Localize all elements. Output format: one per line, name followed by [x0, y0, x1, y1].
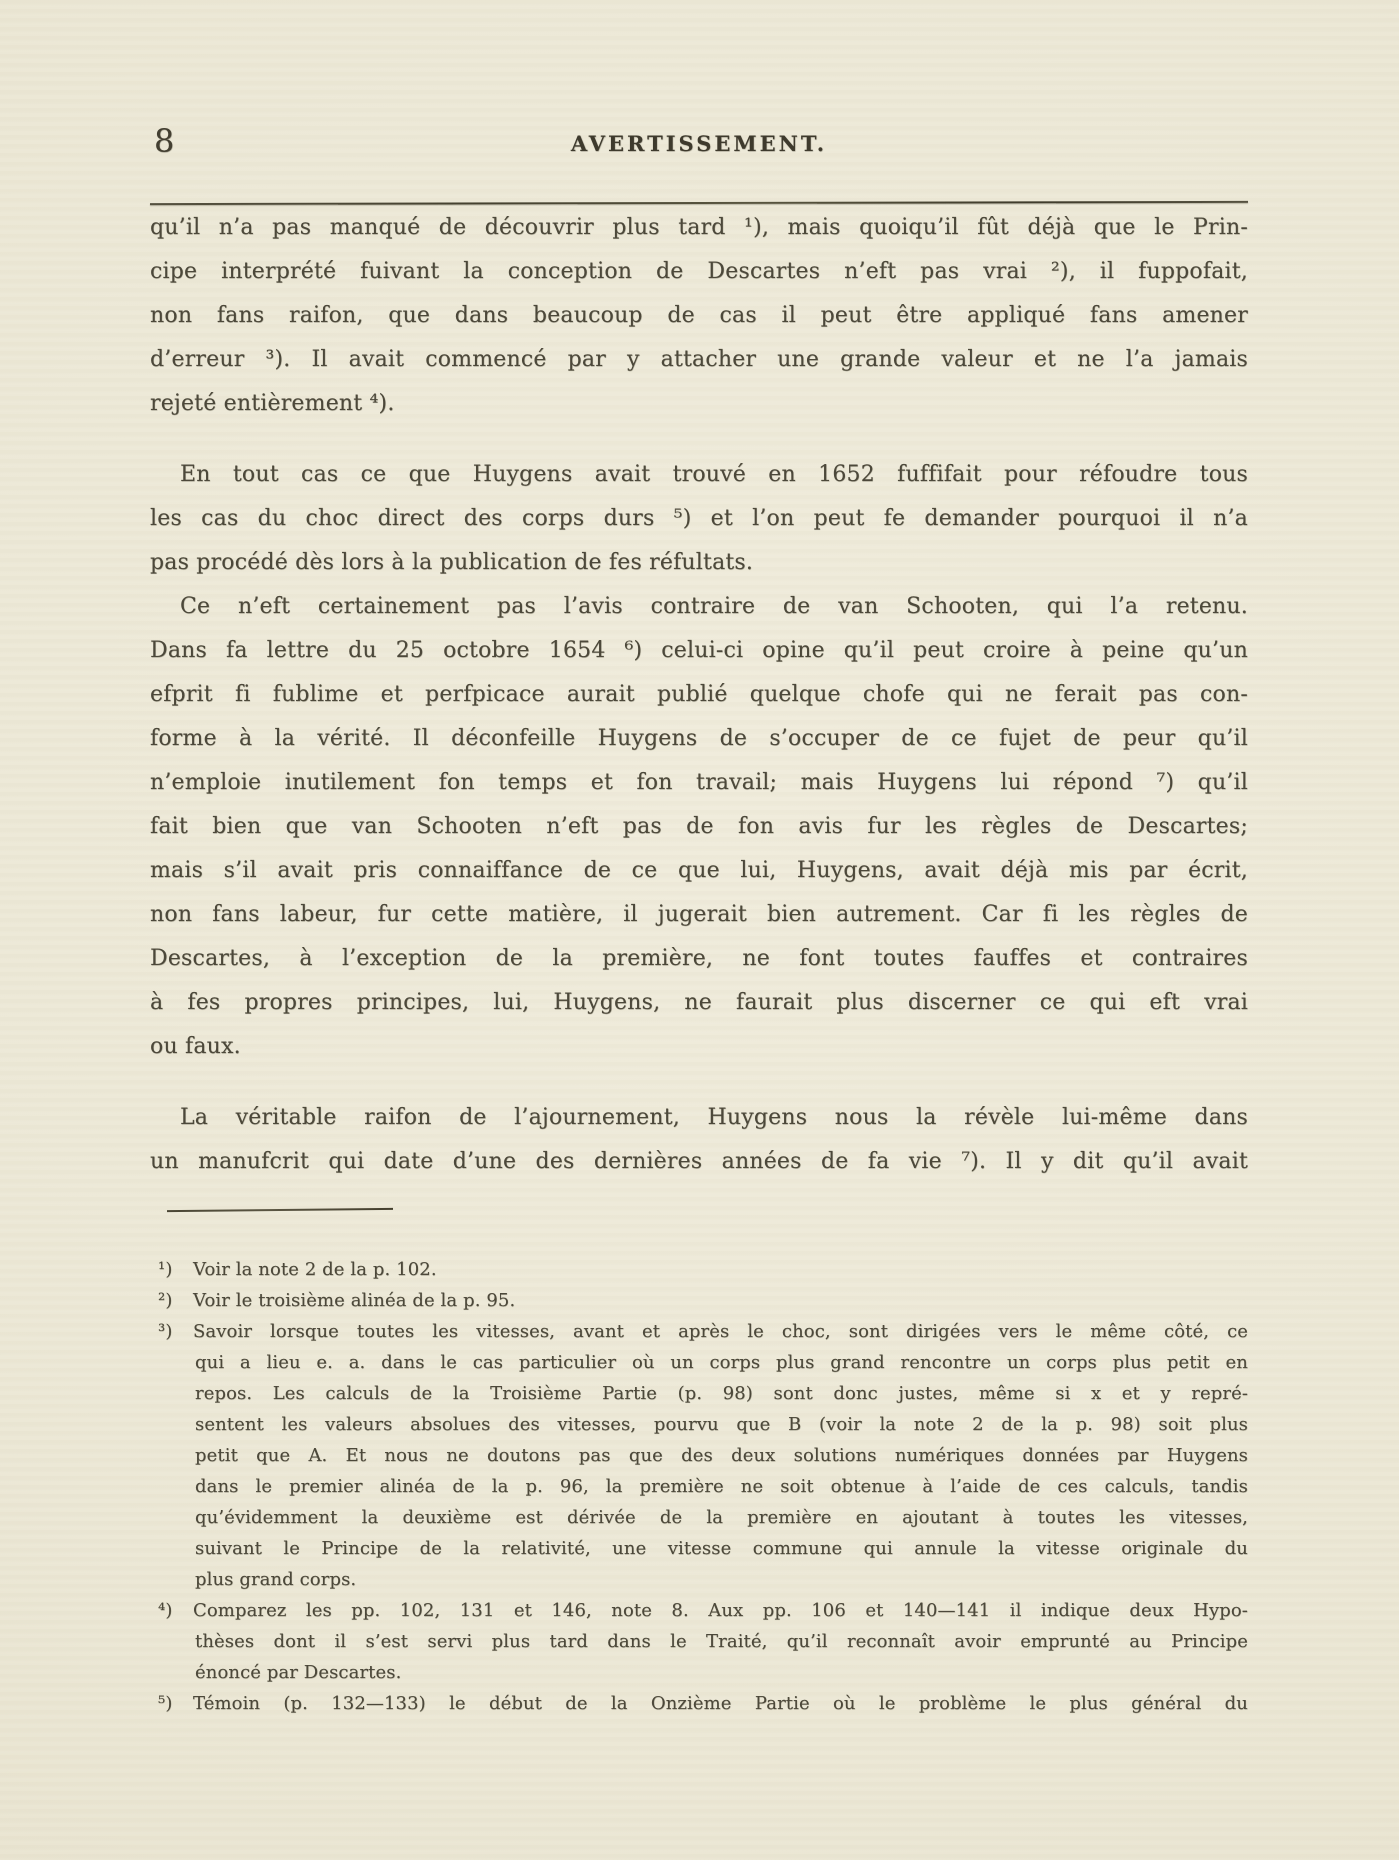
text-line: qu’il n’a pas manqué de découvrir plus tard ¹), mais quoiqu’il fût déjà que le Prin- — [150, 215, 1248, 240]
footnote-text: Voir la note 2 de la p. 102. — [193, 1259, 437, 1280]
footnote-3 — [158, 1316, 1248, 1595]
footnote-line: thèses dont il s’est servi plus tard dans le Traité, qu’il reconnaît avoir emprunté au Principe — [195, 1631, 1248, 1652]
footnote-line: dans le premier alinéa de la p. 96, la première ne soit obtenue à l’aide de ces calculs, tandis — [195, 1476, 1248, 1497]
footnote-text: Comparez les pp. 102, 131 et 146, note 8. Aux pp. 106 et 140—141 il indique deux Hypo- — [193, 1600, 1248, 1621]
footnote-4 — [158, 1595, 1248, 1688]
footnotes — [158, 1254, 1248, 1719]
footnote-marker: ⁴) — [158, 1600, 173, 1621]
footnote-marker: ⁵) — [158, 1693, 173, 1714]
text-line: efprit fi fublime et perfpicace aurait publié quelque chofe qui ne ferait pas con- — [150, 682, 1248, 707]
footnote-text: Voir le troisième alinéa de la p. 95. — [193, 1290, 516, 1311]
paragraph-3 — [150, 585, 1248, 1069]
footnote-2 — [158, 1285, 1248, 1316]
text-line: Ce n’eft certainement pas l’avis contraire de van Schooten, qui l’a retenu. — [180, 594, 1248, 619]
text-line: cipe interprété fuivant la conception de Descartes n’eft pas vrai ²), il fuppofait, — [150, 259, 1248, 284]
footnote-line — [158, 1688, 1248, 1719]
footnote-line: repos. Les calculs de la Troisième Partie (p. 98) sont donc justes, même si x et y repré- — [195, 1383, 1248, 1404]
text-line: d’erreur ³). Il avait commencé par y attacher une grande valeur et ne l’a jamais — [150, 347, 1248, 372]
text-line: non fans raifon, que dans beaucoup de cas il peut être appliqué fans amener — [150, 303, 1248, 328]
text-line: à fes propres principes, lui, Huygens, ne faurait plus discerner ce qui eft vrai — [150, 990, 1248, 1015]
text-line: Descartes, à l’exception de la première, ne font toutes fauffes et contraires — [150, 946, 1248, 971]
footnote-text: Témoin (p. 132—133) le début de la Onzième Partie où le problème le plus général du — [193, 1693, 1248, 1714]
paragraph-4 — [150, 1096, 1248, 1184]
footnote-line — [158, 1316, 1248, 1347]
text-line: En tout cas ce que Huygens avait trouvé en 1652 fuffifait pour réfoudre tous — [180, 462, 1248, 487]
paragraph-2 — [150, 453, 1248, 585]
footnote-line: sentent les valeurs absolues des vitesses, pourvu que B (voir la note 2 de la p. 98) soit plus — [195, 1414, 1248, 1435]
paragraph-1 — [150, 206, 1248, 426]
footnote-line: qu’évidemment la deuxième est dérivée de la première en ajoutant à toutes les vitesses, — [195, 1507, 1248, 1528]
text-line: un manufcrit qui date d’une des dernières années de fa vie ⁷). Il y dit qu’il avait — [150, 1149, 1248, 1174]
footnote-line: petit que A. Et nous ne doutons pas que des deux solutions numériques données par Huygens — [195, 1445, 1248, 1466]
text-line: rejeté entièrement ⁴). — [150, 391, 395, 416]
footnote-line: suivant le Principe de la relativité, une vitesse commune qui annule la vitesse originale du — [195, 1538, 1248, 1559]
footnote-line — [158, 1595, 1248, 1626]
text-line: les cas du choc direct des corps durs ⁵) et l’on peut fe demander pourquoi il n’a — [150, 506, 1248, 531]
text-line: forme à la vérité. Il déconfeille Huygens de s’occuper de ce fujet de peur qu’il — [150, 726, 1248, 751]
text-line: fait bien que van Schooten n’eft pas de fon avis fur les règles de Descartes; — [150, 814, 1248, 839]
footnote-text: Savoir lorsque toutes les vitesses, avant et après le choc, sont dirigées vers le même côté, ce — [193, 1321, 1248, 1342]
footnote-line: énoncé par Descartes. — [195, 1662, 402, 1683]
text-line: ou faux. — [150, 1034, 241, 1059]
footnote-marker: ³) — [158, 1321, 173, 1342]
page-number: 8 — [154, 122, 175, 160]
footnote-line — [158, 1285, 1248, 1316]
main-text — [150, 206, 1248, 1184]
footnote-line: qui a lieu e. a. dans le cas particulier où un corps plus grand rencontre un corps plus petit en — [195, 1352, 1248, 1373]
header-rule — [150, 201, 1248, 205]
footnote-separator-rule — [167, 1208, 393, 1212]
footnote-1 — [158, 1254, 1248, 1285]
footnote-marker: ²) — [158, 1290, 173, 1311]
running-head-title: AVERTISSEMENT. — [570, 131, 828, 156]
footnote-marker: ¹) — [158, 1259, 173, 1280]
text-line: mais s’il avait pris connaiffance de ce que lui, Huygens, avait déjà mis par écrit, — [150, 858, 1248, 883]
footnote-line — [158, 1254, 1248, 1285]
text-line: Dans fa lettre du 25 octobre 1654 ⁶) celui-ci opine qu’il peut croire à peine qu’un — [150, 638, 1248, 663]
text-line: pas procédé dès lors à la publication de fes réfultats. — [150, 550, 754, 575]
footnote-line: plus grand corps. — [195, 1569, 357, 1590]
text-line: non fans labeur, fur cette matière, il jugerait bien autrement. Car fi les règles de — [150, 902, 1248, 927]
footnote-5 — [158, 1688, 1248, 1719]
text-line: La véritable raifon de l’ajournement, Huygens nous la révèle lui-même dans — [180, 1105, 1248, 1130]
text-line: n’emploie inutilement fon temps et fon travail; mais Huygens lui répond ⁷) qu’il — [150, 770, 1248, 795]
